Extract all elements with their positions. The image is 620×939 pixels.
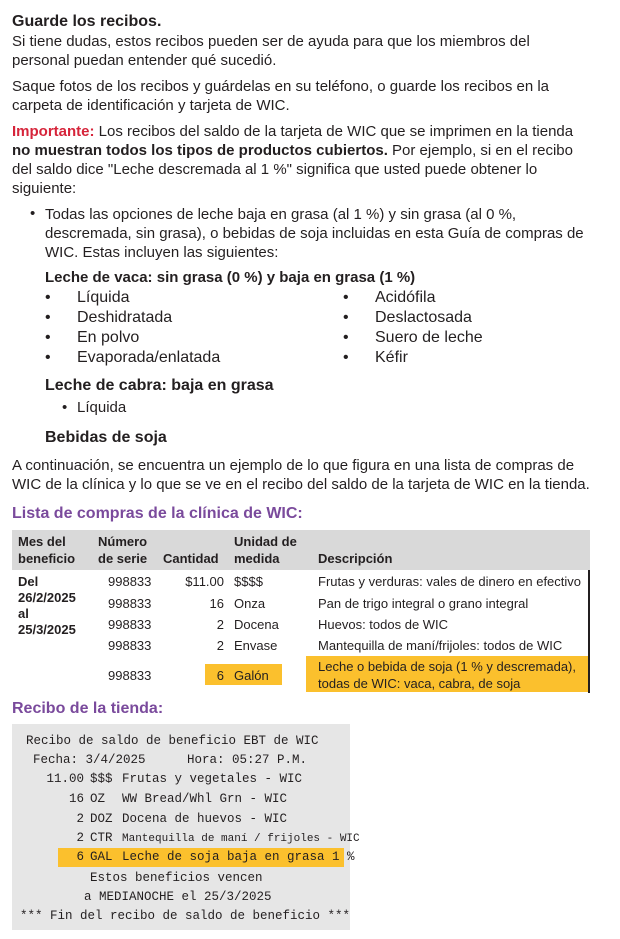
section-heading: Guarde los recibos. [12, 13, 162, 30]
receipt-expire: Estos beneficios vencen [90, 871, 263, 885]
bullet-dot: • [343, 329, 349, 346]
list-item: Evaporada/enlatada [77, 349, 221, 366]
receipt-desc: Docena de huevos - WIC [122, 812, 288, 826]
receipt-qty: 2 [76, 812, 84, 826]
intro-text-line: personal puedan entender qué sucedió. [12, 52, 277, 69]
bullet-dot: • [343, 309, 349, 326]
table-cell: Leche o bebida de soja (1 % y descremada), [318, 659, 576, 674]
table-cell: Onza [234, 596, 266, 611]
receipt-unit: OZ [90, 792, 106, 806]
photo-text-line: Saque fotos de los recibos y guárdelas en su teléfono, o guarde los recibos en la [12, 78, 550, 95]
receipt-qty: 16 [68, 792, 84, 806]
receipt-qty: 6 [76, 850, 84, 864]
list-item: Deslactosada [375, 309, 472, 326]
important-label: Importante: [12, 123, 95, 140]
list-item: Suero de leche [375, 329, 483, 346]
important-line: del saldo dice "Leche descremada al 1 %" significa que usted puede obtener lo [12, 161, 538, 178]
important-text: Los recibos del saldo de la tarjeta de WIC que se imprimen en la tienda [94, 123, 574, 140]
store-receipt [12, 724, 360, 930]
intro-text-line: Si tiene dudas, estos recibos pueden ser de ayuda para que los miembros del [12, 33, 530, 50]
table-cell: Mantequilla de maní/frijoles: todos de WIC [318, 638, 563, 653]
clinic-list-title: Lista de compras de la clínica de WIC: [12, 505, 303, 522]
table-cell: 16 [209, 596, 224, 611]
table-cell: 998833 [108, 638, 152, 653]
list-item: Líquida [77, 399, 127, 416]
soy-heading: Bebidas de soja [45, 429, 167, 446]
receipt-title-line: Recibo de saldo de beneficio EBT de WIC [26, 734, 319, 748]
bullet-line: WIC. Estas incluyen las siguientes: [45, 244, 279, 261]
table-border [588, 570, 590, 693]
bullet-dot: • [30, 205, 36, 222]
header-unit: Unidad de [234, 534, 297, 549]
receipt-desc: Mantequilla de maní / frijoles - WIC [122, 833, 360, 845]
photo-text-line: carpeta de identificación y tarjeta de WIC. [12, 97, 290, 114]
table-cell: 2 [216, 638, 224, 653]
important-paragraph [12, 122, 608, 141]
bullet-line: descremada, sin grasa), o bebidas de soja incluidas en esta Guía de compras de [45, 225, 584, 242]
table-cell: Docena [234, 617, 279, 632]
receipt-desc: WW Bread/Whl Grn - WIC [122, 792, 288, 806]
table-cell: 998833 [108, 668, 152, 683]
receipt-desc: Leche de soja baja en grasa 1 % [122, 850, 355, 864]
list-item: En polvo [77, 329, 140, 346]
table-cell: Galón [234, 668, 269, 683]
table-cell: Pan de trigo integral o grano integral [318, 596, 529, 611]
header-qty: Cantidad [163, 551, 219, 566]
receipt-title: Recibo de la tienda: [12, 700, 164, 717]
table-cell: 998833 [108, 596, 152, 611]
table-cell: todas de WIC: vaca, cabra, de soja [318, 676, 521, 691]
list-item: Kéfir [375, 349, 408, 366]
period-text: 25/3/2025 [18, 622, 76, 637]
receipt-time: Hora: 05:27 P.M. [187, 753, 308, 767]
bullet-dot: • [343, 349, 349, 366]
receipt-desc: Frutas y vegetales - WIC [122, 772, 303, 786]
table-cell: $$$$ [234, 574, 263, 589]
bullet-dot: • [45, 309, 51, 326]
clinic-table [12, 530, 590, 693]
period-text: al [18, 606, 29, 621]
bullet-dot: • [45, 329, 51, 346]
header-month: beneficio [18, 551, 76, 566]
receipt-qty: 2 [76, 831, 84, 845]
bullet-dot: • [45, 289, 51, 306]
example-line: A continuación, se encuentra un ejemplo de lo que figura en una lista de compras de [12, 457, 575, 474]
table-cell: 6 [216, 668, 224, 683]
period-text: 26/2/2025 [18, 590, 76, 605]
table-cell: Envase [234, 638, 278, 653]
table-cell: $11.00 [185, 574, 224, 589]
receipt-unit: $$$ [90, 772, 113, 786]
important-line: siguiente: [12, 180, 77, 197]
bullet-dot: • [45, 349, 51, 366]
list-item: Deshidratada [77, 309, 173, 326]
table-cell: 2 [216, 617, 224, 632]
cow-milk-heading: Leche de vaca: sin grasa (0 %) y baja en grasa (1 %) [45, 269, 416, 286]
list-item: Acidófila [375, 289, 436, 306]
period-text: Del [18, 574, 39, 589]
header-unit: medida [234, 551, 280, 566]
receipt-qty: 11.00 [46, 772, 84, 786]
header-serial: de serie [98, 551, 148, 566]
receipt-unit: GAL [90, 850, 113, 864]
important-line [12, 141, 608, 160]
table-cell: 998833 [108, 617, 152, 632]
receipt-date: Fecha: 3/4/2025 [33, 753, 146, 767]
header-desc: Descripción [318, 551, 393, 566]
header-month: Mes del [18, 534, 66, 549]
important-bold: no muestran todos los tipos de productos cubiertos. [12, 142, 388, 159]
bullet-dot: • [343, 289, 349, 306]
receipt-expire: a MEDIANOCHE el 25/3/2025 [84, 890, 272, 904]
important-text: Por ejemplo, si en el recibo [387, 142, 573, 159]
header-serial: Número [98, 534, 148, 549]
receipt-unit: CTR [90, 831, 113, 845]
goat-milk-heading: Leche de cabra: baja en grasa [45, 377, 274, 394]
receipt-end: *** Fin del recibo de saldo de beneficio *** [20, 909, 351, 923]
receipt-unit: DOZ [90, 812, 113, 826]
table-cell: 998833 [108, 574, 152, 589]
bullet-dot: • [62, 399, 68, 416]
table-cell: Frutas y verduras: vales de dinero en efectivo [318, 574, 582, 589]
example-line: WIC de la clínica y lo que se ve en el recibo del saldo de la tarjeta de WIC en la tienda. [12, 476, 590, 493]
list-item: Líquida [77, 289, 130, 306]
bullet-line: Todas las opciones de leche baja en grasa (al 1 %) y sin grasa (al 0 %, [45, 206, 517, 223]
table-cell: Huevos: todos de WIC [318, 617, 449, 632]
